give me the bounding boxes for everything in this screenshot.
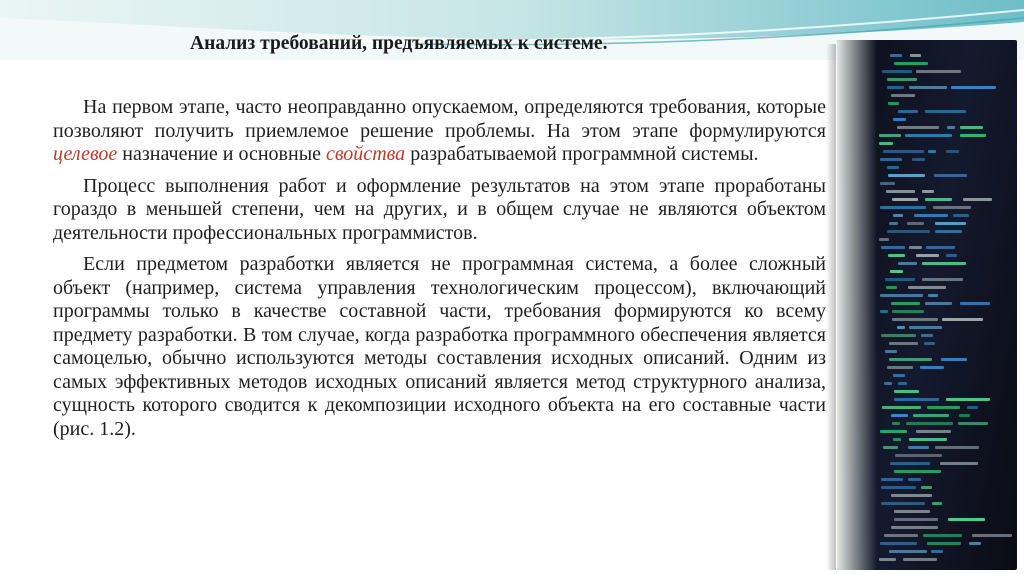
code-line: [886, 286, 897, 289]
code-line: [906, 422, 953, 425]
code-line: [935, 222, 966, 225]
code-line: [880, 542, 917, 545]
code-line: [905, 134, 952, 137]
code-line: [920, 366, 944, 369]
code-line: [890, 462, 930, 465]
slide-title: Анализ требований, предъявляемых к системе.: [190, 33, 608, 54]
code-line: [910, 54, 921, 57]
highlight-purpose: целевое: [53, 143, 118, 165]
code-line: [882, 406, 921, 409]
paragraph-1-part-1: На первом этапе, часто неоправданно опускаемом, определяются требования, которые позволяют получить приемлемое решение проблемы. На этом этапе формулируются: [53, 96, 826, 142]
code-line: [893, 438, 901, 441]
code-line: [909, 438, 947, 441]
code-line: [972, 534, 1012, 537]
code-line: [887, 166, 899, 169]
code-line: [889, 358, 932, 361]
code-line: [898, 262, 917, 265]
code-line: [921, 334, 933, 337]
code-line: [935, 446, 979, 449]
code-line: [948, 518, 985, 521]
code-line: [892, 422, 900, 425]
code-line: [946, 150, 959, 153]
code-screen-image: [837, 40, 1017, 570]
code-line: [892, 318, 938, 321]
code-line: [923, 534, 962, 537]
code-line: [889, 550, 927, 553]
code-line: [960, 126, 983, 129]
code-line: [881, 246, 905, 249]
code-line: [935, 230, 962, 233]
code-line: [881, 502, 925, 505]
code-line: [963, 198, 992, 201]
code-line: [892, 310, 924, 313]
code-line: [895, 454, 942, 457]
code-line: [891, 94, 915, 97]
paragraph-2: Процесс выполнения работ и оформление результатов на этом этапе проработаны гораздо в меньшей степени, чем на других, и в общем случае не являются объектом деятельности профессиональных программистов.: [53, 174, 826, 244]
code-line: [886, 190, 915, 193]
code-line: [889, 222, 898, 225]
code-line: [931, 550, 943, 553]
code-line: [887, 78, 917, 81]
code-line: [889, 342, 918, 345]
code-line: [879, 134, 901, 137]
code-line: [969, 542, 981, 545]
code-line: [883, 150, 924, 153]
paragraph-1-part-3: разрабатываемой программной системы.: [405, 143, 759, 165]
body-text: [53, 96, 826, 449]
code-line: [908, 286, 946, 289]
code-line: [880, 294, 923, 297]
code-line: [941, 358, 967, 361]
code-line: [894, 470, 941, 473]
code-line: [882, 70, 912, 73]
code-line: [951, 86, 996, 89]
image-edge-fade: [837, 40, 877, 570]
code-line: [908, 478, 921, 481]
code-line: [928, 294, 938, 297]
code-line: [907, 222, 924, 225]
code-line: [934, 174, 967, 177]
paragraph-1: [53, 96, 826, 167]
code-line: [916, 254, 939, 257]
code-line: [922, 190, 934, 193]
code-line: [953, 214, 969, 217]
code-line: [885, 350, 897, 353]
code-line: [880, 310, 888, 313]
code-line: [913, 414, 949, 417]
code-line: [887, 86, 904, 89]
code-line: [898, 382, 907, 385]
code-line: [947, 126, 955, 129]
code-line: [958, 422, 988, 425]
code-line: [927, 406, 960, 409]
code-line: [891, 302, 920, 305]
code-line: [926, 246, 955, 249]
code-line: [891, 494, 932, 497]
code-line: [893, 214, 903, 217]
code-line: [922, 278, 963, 281]
code-line: [887, 230, 930, 233]
code-line: [890, 270, 903, 273]
code-line: [894, 510, 930, 513]
code-line: [925, 198, 952, 201]
code-line: [897, 326, 905, 329]
code-line: [893, 374, 905, 377]
code-line: [909, 86, 947, 89]
code-line: [880, 206, 926, 209]
code-line: [892, 198, 918, 201]
code-line: [879, 142, 893, 145]
code-line: [924, 342, 935, 345]
code-line: [925, 302, 952, 305]
code-line: [933, 206, 971, 209]
code-line: [903, 558, 937, 561]
code-line: [912, 158, 925, 161]
paragraph-1-part-2: назначение и основные: [117, 143, 327, 165]
code-line: [881, 478, 903, 481]
code-line: [908, 446, 929, 449]
code-line: [880, 158, 902, 161]
code-line: [880, 182, 895, 185]
code-line: [928, 150, 936, 153]
code-line: [916, 430, 951, 433]
code-line: [940, 462, 978, 465]
code-line: [894, 398, 939, 401]
code-line: [885, 278, 915, 281]
code-line: [881, 334, 916, 337]
code-line: [888, 254, 905, 257]
image-shadow: [826, 44, 836, 570]
code-line: [909, 326, 942, 329]
code-line: [888, 174, 925, 177]
code-line: [960, 134, 986, 137]
highlight-properties: свойства: [326, 143, 406, 165]
code-line: [890, 54, 902, 57]
code-line: [921, 486, 932, 489]
code-line: [960, 302, 990, 305]
code-line: [932, 502, 942, 505]
code-line: [942, 318, 983, 321]
code-line: [881, 486, 916, 489]
code-line: [887, 366, 913, 369]
code-line: [891, 414, 908, 417]
code-line: [891, 526, 938, 529]
code-line: [914, 214, 948, 217]
code-line: [916, 70, 961, 73]
code-line: [897, 126, 939, 129]
code-line: [946, 254, 957, 257]
code-line: [883, 446, 898, 449]
code-line: [893, 118, 906, 121]
code-line: [894, 518, 938, 521]
code-line: [925, 110, 966, 113]
code-line: [880, 430, 907, 433]
code-line: [959, 414, 970, 417]
code-line: [967, 406, 978, 409]
code-line: [927, 542, 961, 545]
code-line: [884, 534, 918, 537]
code-line: [898, 110, 918, 113]
code-line: [894, 390, 919, 393]
code-line: [922, 262, 966, 265]
code-line: [879, 238, 889, 241]
code-line: [884, 382, 892, 385]
code-line: [894, 62, 928, 65]
code-line: [888, 102, 899, 105]
code-line: [879, 558, 896, 561]
paragraph-3: Если предметом разработки является не программная система, а более сложный объект (например, система управления технологическим процессом), включающий программы только в качестве составной части, требования формируются ко всему предмету разработки. В том случае, когда разработка программного обеспечения является самоцелью, обычно используются методы составления исходных описаний. Одним из самых эффективных методов исходных описаний является метод структурного анализа, сущность которого сводится к декомпозиции исходного объекта на его составные части (рис. 1.2).: [53, 253, 826, 440]
code-line: [946, 398, 990, 401]
code-line: [909, 246, 922, 249]
